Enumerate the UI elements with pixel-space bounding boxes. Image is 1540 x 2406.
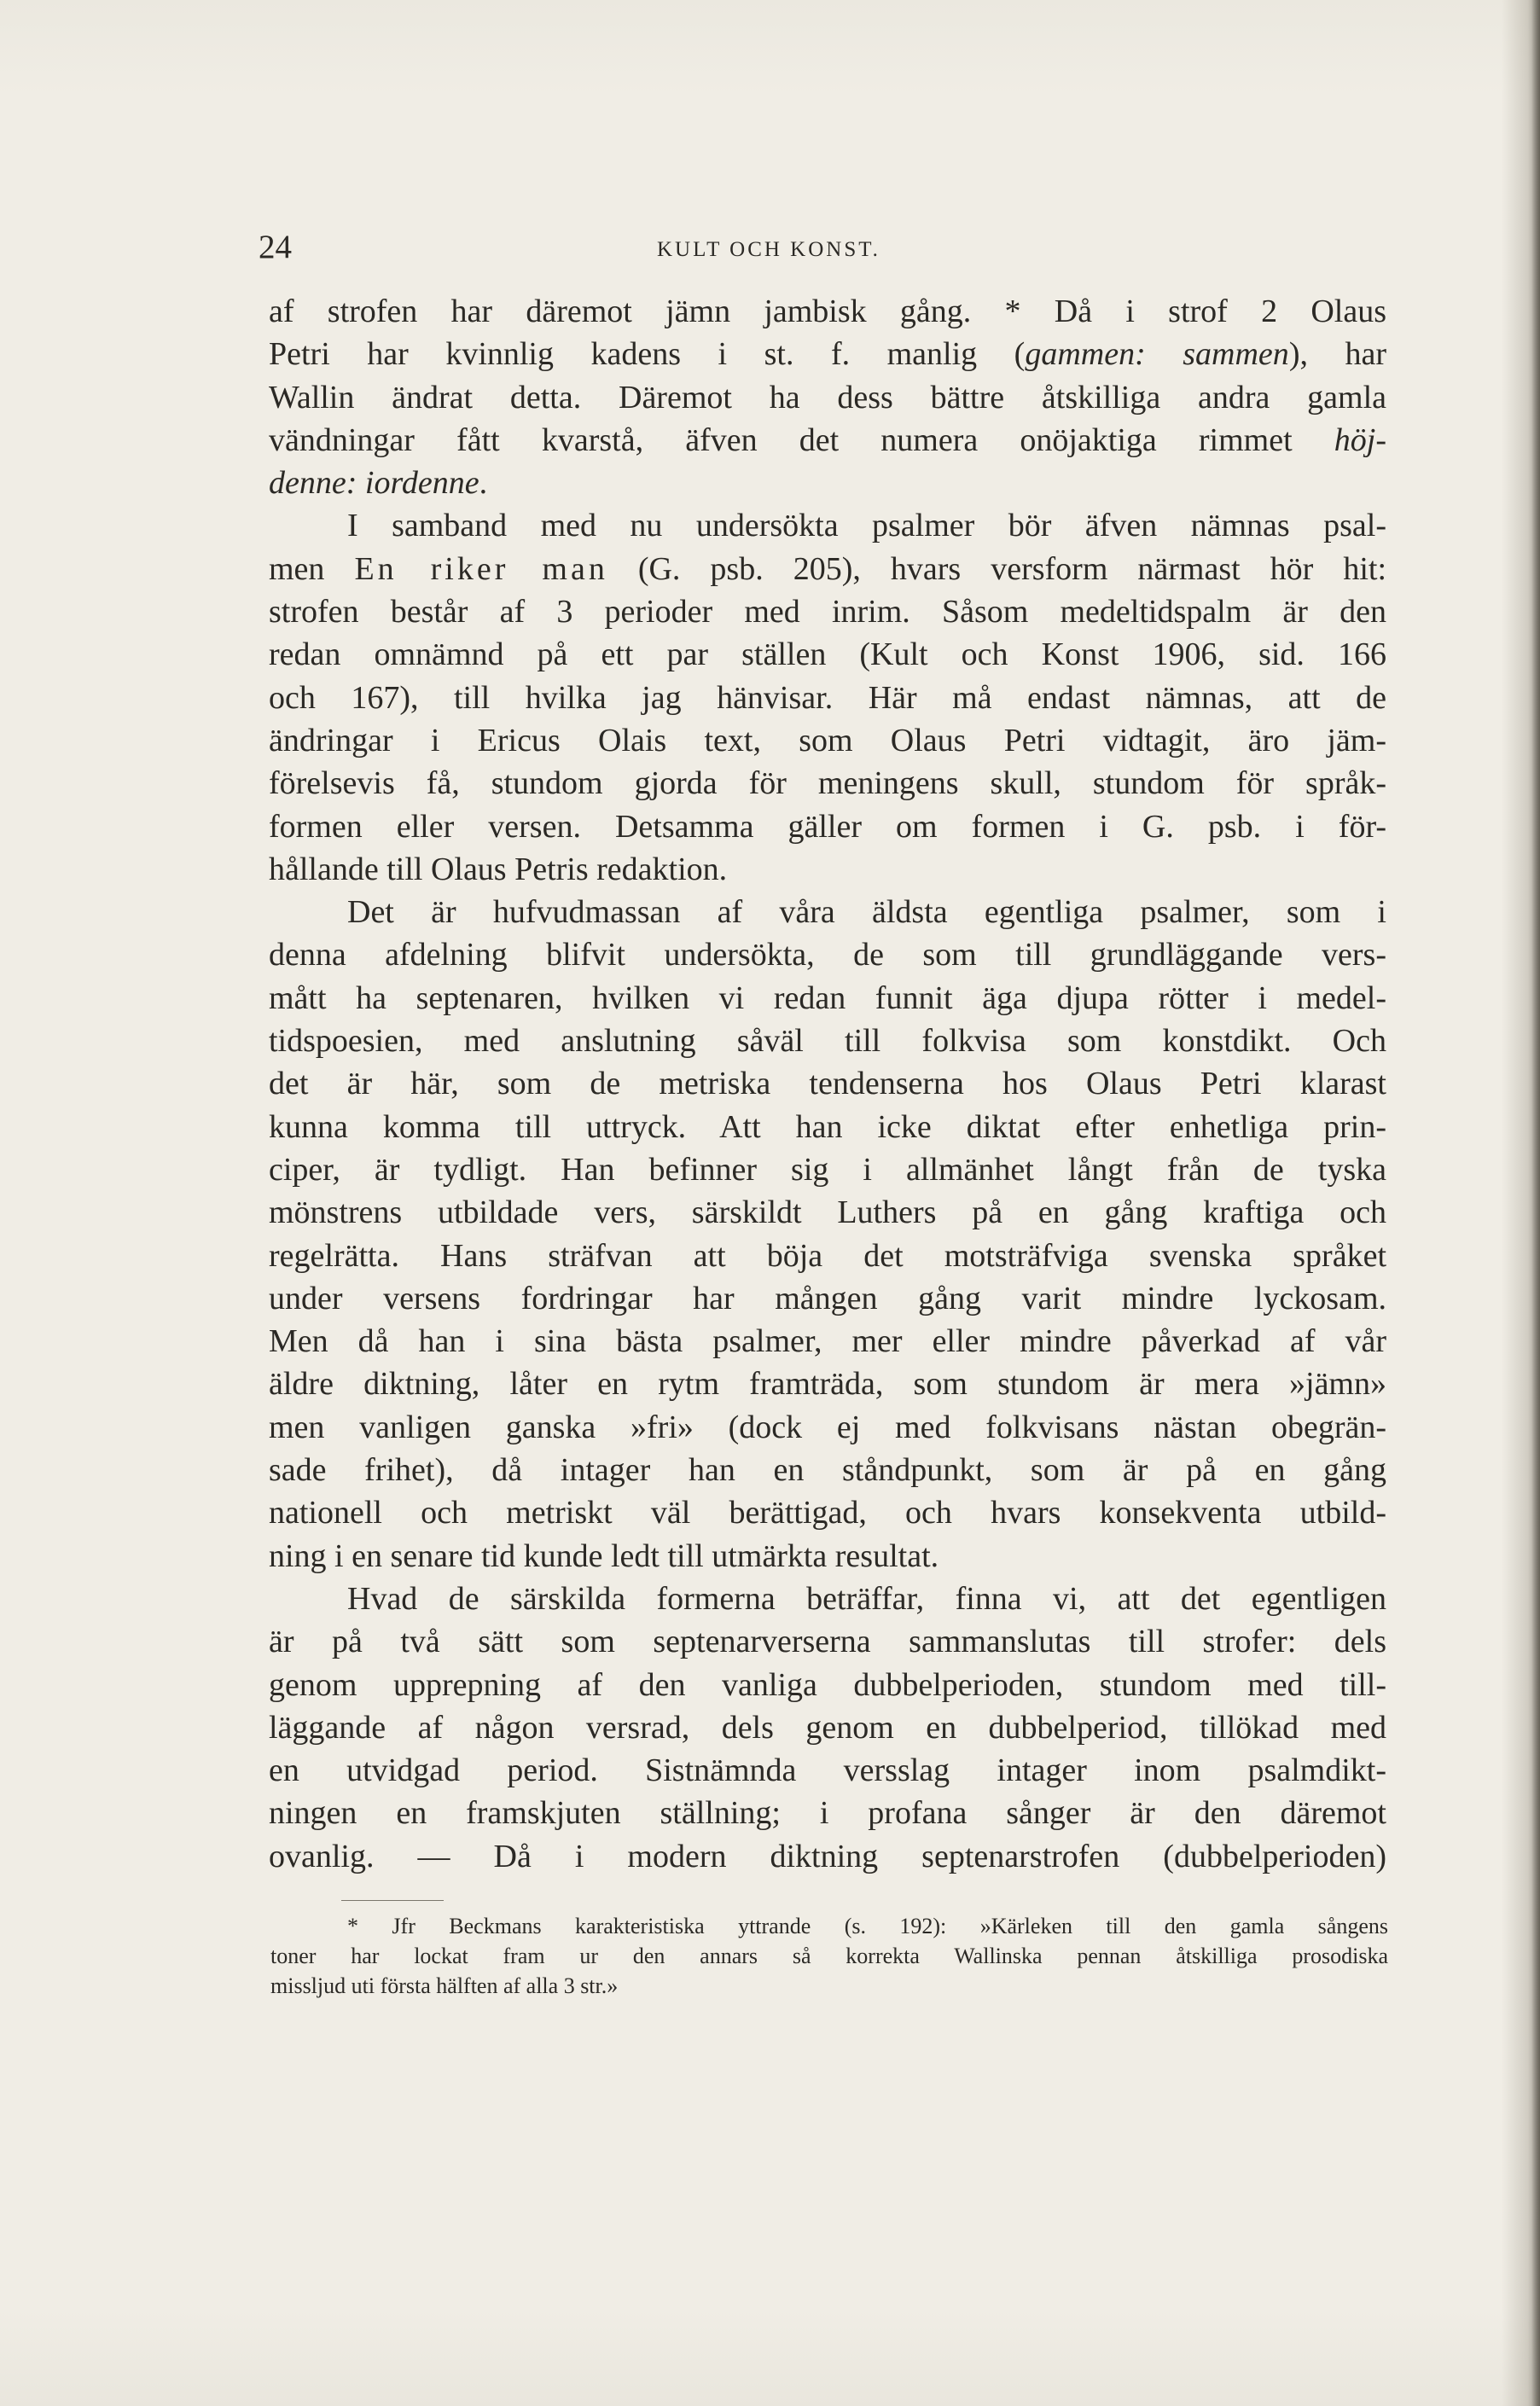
text-line: sade frihet), då intager han en ståndpunkt, som är på en gång [269, 1452, 1386, 1489]
text-line: mått ha septenaren, hvilken vi redan funnit äga djupa rötter i medel- [269, 979, 1386, 1016]
text-line: strofen består af 3 perioder med inrim. Såsom medeltidspalm är den [269, 594, 1386, 631]
text-line: det är här, som de metriska tendenserna hos Olaus Petri klarast [269, 1066, 1386, 1102]
text-line: hållande till Olaus Petris redaktion. [269, 851, 728, 887]
text-line: regelrätta. Hans sträfvan att böja det motsträfviga svenska språket [269, 1237, 1386, 1274]
footnote-line: missljud uti första hälften af alla 3 str.» [270, 1973, 619, 1998]
page-number: 24 [259, 229, 292, 265]
text-line: nationell och metriskt väl berättigad, och hvars konsekventa utbild- [269, 1495, 1386, 1531]
text-line: ovanlig. — Då i modern diktning septenarstrofen (dubbelperioden) [269, 1838, 1386, 1874]
text-line [269, 462, 1386, 504]
text-line: tidspoesien, med anslutning såväl till folkvisa som konstdikt. Och [269, 1023, 1386, 1060]
text-line: genom upprepning af den vanliga dubbelperioden, stundom med till- [269, 1666, 1386, 1703]
body-text [269, 290, 1386, 1878]
text-segment: vändningar fått kvarstå, äfven det numera onöjaktiga rimmet [269, 421, 1334, 458]
text-line: ning i en senare tid kunde ledt till utmärkta resultat. [269, 1537, 939, 1574]
text-line: af strofen har däremot jämn jambisk gång. * Då i strof 2 Olaus [269, 293, 1386, 329]
italic-segment: denne: iordenne [269, 465, 479, 502]
footnote-line: * Jfr Beckmans karakteristiska yttrande (s. 192): »Kärleken till den gamla sångens [347, 1914, 1388, 1938]
spaced-title-segment: En riker man [354, 550, 608, 587]
text-line: denna afdelning blifvit undersökta, de som till grundläggande vers- [269, 937, 1386, 973]
text-line [269, 548, 1386, 590]
text-line: mönstrens utbildade vers, särskildt Luthers på en gång kraftiga och [269, 1194, 1386, 1231]
text-line: ciper, är tydligt. Han befinner sig i allmänhet långt från de tyska [269, 1151, 1386, 1188]
text-line: en utvidgad period. Sistnämnda versslag intager inom psalmdikt- [269, 1752, 1386, 1789]
text-line: läggande af någon versrad, dels genom en dubbelperiod, tillökad med [269, 1709, 1386, 1746]
italic-segment: gammen: sammen [1025, 336, 1289, 373]
text-line: Det är hufvudmassan af våra äldsta egentliga psalmer, som i [347, 894, 1386, 931]
text-segment: men [269, 550, 355, 587]
text-line: Wallin ändrat detta. Däremot ha dess bättre åtskilliga andra gamla [269, 379, 1386, 416]
text-segment: ), har [1288, 336, 1386, 373]
running-title: KULT OCH KONST. [657, 238, 880, 261]
footnote [270, 1911, 1388, 2001]
text-line: och 167), till hvilka jag hänvisar. Här må endast nämnas, att de [269, 679, 1386, 716]
running-header [0, 222, 1540, 273]
footnote-line: toner har lockat fram ur den annars så korrekta Wallinska pennan åtskilliga prosodiska [270, 1944, 1388, 1968]
text-line: kunna komma till uttryck. Att han icke diktat efter enhetliga prin- [269, 1108, 1386, 1145]
text-line: formen eller versen. Detsamma gäller om formen i G. psb. i för- [269, 808, 1386, 845]
text-segment: . [479, 465, 488, 502]
text-line: I samband med nu undersökta psalmer bör äfven nämnas psal- [347, 508, 1386, 544]
text-line: under versens fordringar har mången gång varit mindre lyckosam. [269, 1280, 1386, 1316]
footnote-divider [341, 1900, 444, 1901]
text-line [269, 333, 1386, 375]
text-line: ningen en framskjuten ställning; i profana sånger är den däremot [269, 1795, 1386, 1832]
text-line: Men då han i sina bästa psalmer, mer eller mindre påverkad af vår [269, 1323, 1386, 1360]
text-line: Hvad de särskilda formerna beträffar, finna vi, att det egentligen [347, 1580, 1386, 1617]
text-segment: (G. psb. 205), hvars versform närmast hör hit: [607, 550, 1387, 587]
text-line: men vanligen ganska »fri» (dock ej med folkvisans nästan obegrän- [269, 1409, 1386, 1445]
text-line: redan omnämnd på ett par ställen (Kult och Konst 1906, sid. 166 [269, 636, 1386, 673]
text-line: förelsevis få, stundom gjorda för meningens skull, stundom för språk- [269, 765, 1386, 802]
italic-segment: höj- [1334, 421, 1386, 458]
text-line: äldre diktning, låter en rytm framträda, som stundom är mera »jämn» [269, 1366, 1386, 1403]
text-segment: Petri har kvinnlig kadens i st. f. manlig ( [269, 336, 1026, 373]
page-edge-shadow [1531, 0, 1540, 2406]
text-line: ändringar i Ericus Olais text, som Olaus Petri vidtagit, äro jäm- [269, 722, 1386, 758]
text-line [269, 419, 1386, 462]
text-line: är på två sätt som septenarverserna sammanslutas till strofer: dels [269, 1624, 1386, 1660]
